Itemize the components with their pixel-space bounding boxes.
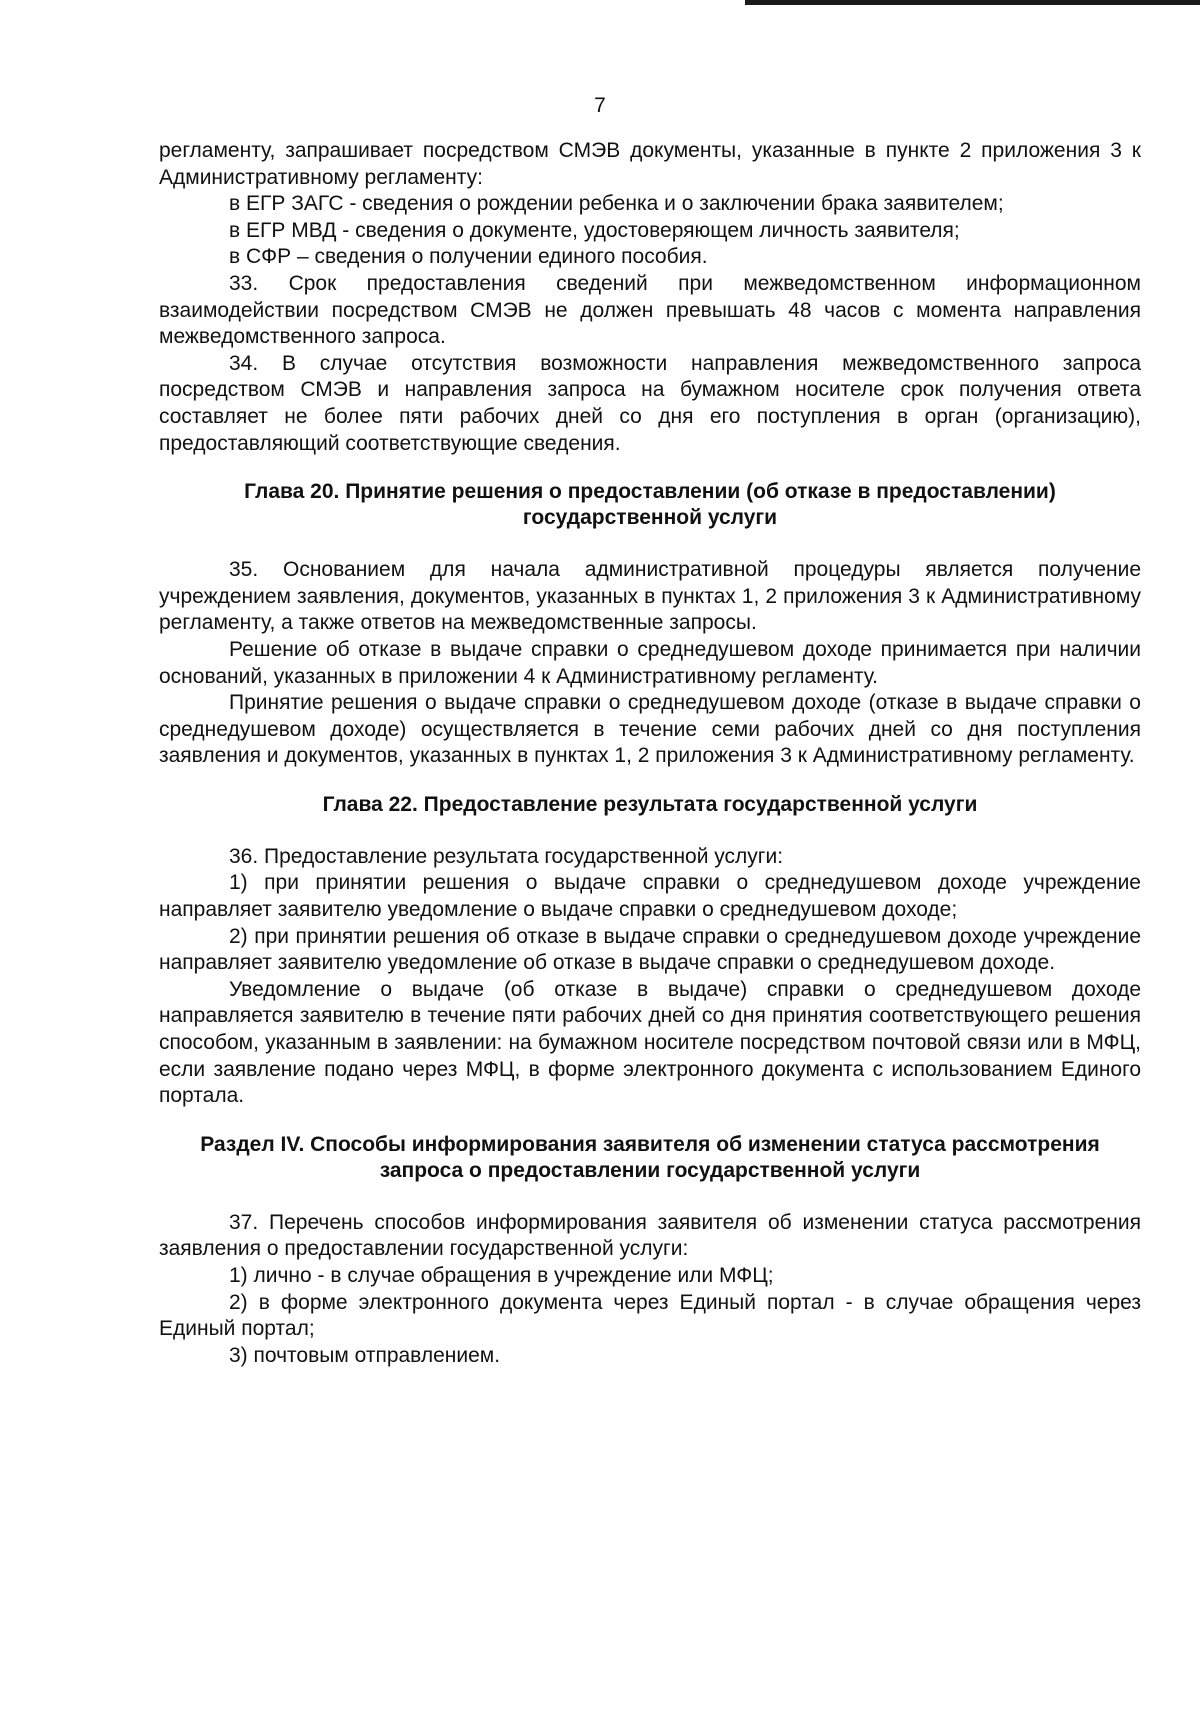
paragraph-egr-mvd: в ЕГР МВД - сведения о документе, удостоверяющем личность заявителя; <box>229 218 960 242</box>
paragraph-36-item-1: 1) при принятии решения о выдаче справки о среднедушевом доходе учреждение направляет заявителю уведомление о выдаче справки о среднедушевом доходе; <box>159 871 1141 922</box>
paragraph-37-item-1: 1) лично - в случае обращения в учреждение или МФЦ; <box>229 1264 774 1287</box>
paragraph-sfr: в СФР – сведения о получении единого пособия. <box>229 245 708 269</box>
top-border-rule <box>745 0 1200 5</box>
heading-chapter-20: Глава 20. Принятие решения о предоставлении (об отказе в предоставлении) государственной услуги <box>244 480 1056 530</box>
paragraph-decision-term: Принятие решения о выдаче справки о среднедушевом доходе (отказе в выдаче справки о среднедушевом доходе) осуществляется в течение семи рабочих дней со дня поступления заявления и документов, указанных в пунктах 1, 2 приложения 3 к Административному регламенту. <box>159 691 1141 768</box>
paragraph-egr-zags: в ЕГР ЗАГС - сведения о рождении ребенка и о заключении брака заявителем; <box>229 192 1004 216</box>
paragraph-34: 34. В случае отсутствия возможности направления межведомственного запроса посредством СМЭВ и направления запроса на бумажном носителе срок получения ответа составляет не более пяти рабочих дней со дня его поступления в орган (организацию), предоставляющий соответствующие сведения. <box>159 351 1141 455</box>
paragraph-37: 37. Перечень способов информирования заявителя об изменении статуса рассмотрения заявления о предоставлении государственной услуги: <box>159 1210 1141 1261</box>
paragraph-33: 33. Срок предоставления сведений при межведомственном информационном взаимодействии посредством СМЭВ не должен превышать 48 часов с момента направления межведомственного запроса. <box>159 271 1141 349</box>
page-number: 7 <box>594 94 606 117</box>
paragraph-intro-continuation: регламенту, запрашивает посредством СМЭВ документы, указанные в пункте 2 приложения 3 к Административному регламенту: <box>159 139 1141 189</box>
paragraph-36: 36. Предоставление результата государственной услуги: <box>229 844 784 868</box>
paragraph-35: 35. Основанием для начала административной процедуры является получение учреждением заявления, документов, указанных в пунктах 1, 2 приложения 3 к Административному регламенту, а также ответов на межведомственные запросы. <box>159 558 1141 635</box>
document-body <box>159 138 1141 1369</box>
paragraph-36-item-2: 2) при принятии решения об отказе в выдаче справки о среднедушевом доходе учреждение направляет заявителю уведомление об отказе в выдаче справки о среднедушевом доходе. <box>159 924 1141 975</box>
paragraph-notification: Уведомление о выдаче (об отказе в выдаче) справки о среднедушевом доходе направляется заявителю в течение пяти рабочих дней со дня принятия соответствующего решения способом, указанным в заявлении: на бумажном носителе посредством почтовой связи или в МФЦ, если заявление подано через МФЦ, в форме электронного документа с использованием Единого портала. <box>159 977 1141 1108</box>
paragraph-refusal-decision: Решение об отказе в выдаче справки о среднедушевом доходе принимается при наличии оснований, указанных в приложении 4 к Административному регламенту. <box>159 637 1141 688</box>
paragraph-37-item-2: 2) в форме электронного документа через Единый портал - в случае обращения через Единый портал; <box>159 1290 1141 1341</box>
heading-section-4: Раздел IV. Способы информирования заявителя об изменении статуса рассмотрения запроса о предоставлении государственной услуги <box>200 1132 1100 1182</box>
paragraph-37-item-3: 3) почтовым отправлением. <box>229 1343 501 1367</box>
heading-chapter-22: Глава 22. Предоставление результата государственной услуги <box>322 792 978 816</box>
